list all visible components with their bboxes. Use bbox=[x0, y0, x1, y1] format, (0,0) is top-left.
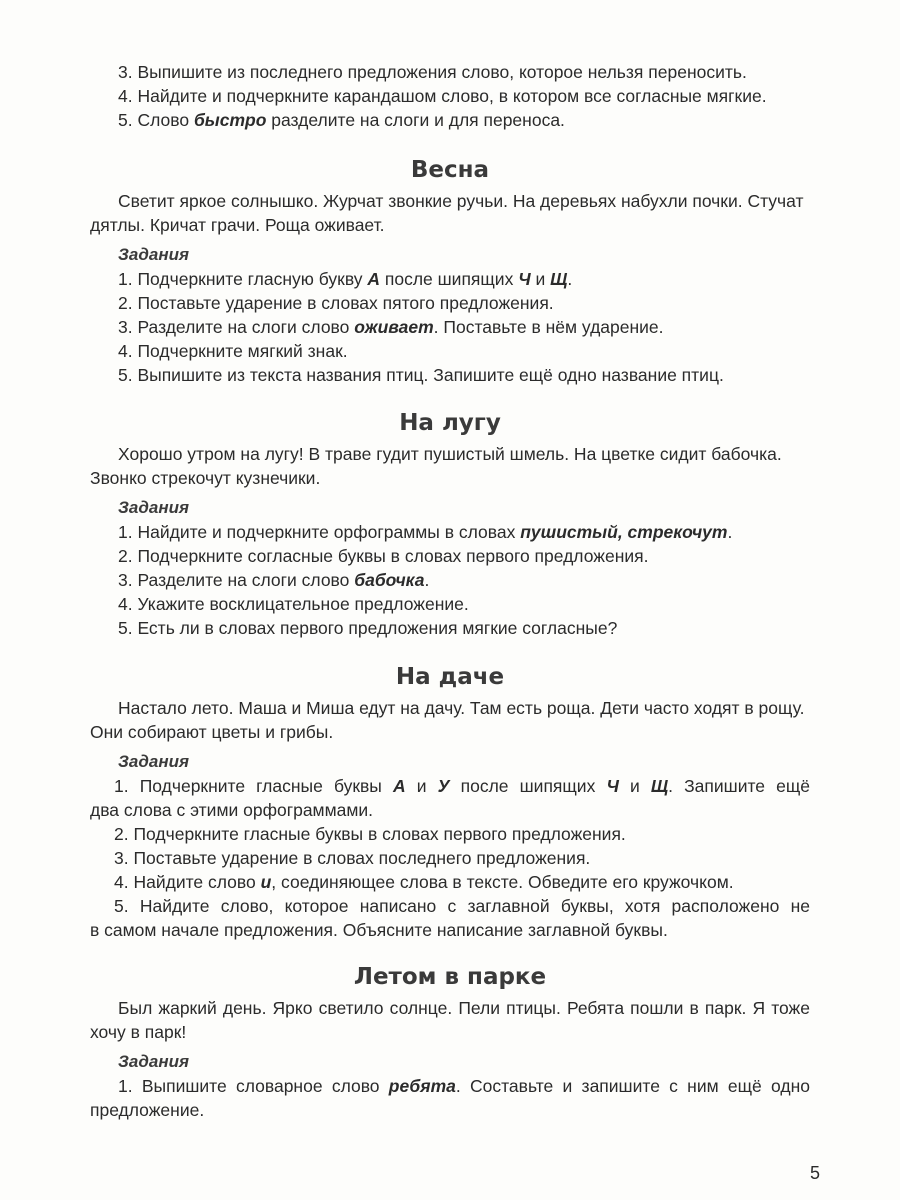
page-number: 5 bbox=[809, 1163, 820, 1183]
task-line bbox=[90, 315, 810, 339]
tasks-label: Задания bbox=[118, 498, 190, 517]
task-text: 3. Разделите на слоги слово bbox=[118, 317, 355, 337]
task-line: 2. Поставьте ударение в словах пятого предложения. bbox=[118, 293, 554, 313]
task-line bbox=[90, 267, 810, 291]
keyword: А bbox=[367, 269, 380, 289]
section-dacha bbox=[90, 662, 810, 942]
keyword: А bbox=[393, 776, 406, 796]
keyword: Ч bbox=[606, 776, 619, 796]
task-text: 1. Подчеркните гласную букву bbox=[118, 269, 368, 289]
task-text: . Запишите ещё bbox=[668, 776, 811, 796]
task-line: 2. Подчеркните согласные буквы в словах первого предложения. bbox=[118, 546, 649, 566]
section-park bbox=[90, 962, 810, 1122]
tasks-label: Задания bbox=[118, 1052, 190, 1071]
task-line: 3. Поставьте ударение в словах последнего предложения. bbox=[114, 848, 591, 868]
text-line: дятлы. Кричат грачи. Роща оживает. bbox=[90, 215, 385, 235]
keyword: и bbox=[260, 872, 272, 892]
task-text: 1. Подчеркните гласные буквы bbox=[114, 776, 393, 796]
keyword: Щ bbox=[650, 776, 669, 796]
task-text: . bbox=[567, 269, 573, 289]
text-line: Звонко стрекочут кузнечики. bbox=[90, 468, 321, 488]
task-text: 3. Разделите на слоги слово bbox=[118, 570, 355, 590]
task-line: два слова с этими орфограммами. bbox=[90, 800, 374, 820]
task-line: 5. Найдите слово, которое написано с заглавной буквы, хотя расположено не bbox=[114, 896, 810, 916]
task-line: 5. Есть ли в словах первого предложения мягкие согласные? bbox=[118, 618, 618, 638]
keyword: пушистый, стрекочут bbox=[520, 522, 728, 542]
task-text: . bbox=[424, 570, 430, 590]
keyword: оживает bbox=[354, 317, 434, 337]
task-line: в самом начале предложения. Объясните написание заглавной буквы. bbox=[90, 920, 668, 940]
task-text: 4. Найдите слово bbox=[114, 872, 261, 892]
section-title: На даче bbox=[395, 664, 505, 690]
task-line: 5. Выпишите из текста названия птиц. Запишите ещё одно название птиц. bbox=[118, 365, 724, 385]
keyword: бабочка bbox=[354, 570, 425, 590]
task-line: 4. Найдите и подчеркните карандашом слово, в котором все согласные мягкие. bbox=[118, 86, 767, 106]
task-text: . Составьте и запишите с ним ещё одно bbox=[455, 1076, 810, 1096]
section-vesna bbox=[90, 155, 810, 387]
section-title: Весна bbox=[410, 157, 490, 183]
text-line: Светит яркое солнышко. Журчат звонкие ручьи. На деревьях набухли почки. Стучат bbox=[118, 191, 804, 211]
keyword: У bbox=[437, 776, 450, 796]
text-line: Был жаркий день. Ярко светило солнце. Пели птицы. Ребята пошли в парк. Я тоже bbox=[118, 998, 810, 1018]
task-text: и bbox=[405, 776, 438, 796]
section-lug bbox=[90, 408, 810, 640]
task-text: и bbox=[530, 269, 551, 289]
task-text: после шипящих bbox=[449, 776, 607, 796]
task-text: . Поставьте в нём ударение. bbox=[433, 317, 664, 337]
tasks-label: Задания bbox=[118, 752, 190, 771]
task-text: . bbox=[727, 522, 733, 542]
text-line: Хорошо утром на лугу! В траве гудит пушистый шмель. На цветке сидит бабочка. bbox=[118, 444, 782, 464]
task-line bbox=[90, 520, 810, 544]
task-text: , соединяющее слова в тексте. Обведите его кружочком. bbox=[271, 872, 734, 892]
task-line bbox=[90, 568, 810, 592]
task-line bbox=[90, 108, 810, 132]
previous-tasks bbox=[90, 60, 810, 132]
task-line: 3. Выпишите из последнего предложения слово, которое нельзя переносить. bbox=[118, 62, 747, 82]
keyword: Ч bbox=[518, 269, 531, 289]
task-line: 4. Укажите восклицательное предложение. bbox=[118, 594, 469, 614]
task-text: 1. Выпишите словарное слово bbox=[118, 1076, 389, 1096]
section-title: Летом в парке bbox=[353, 964, 547, 990]
task-text: и bbox=[618, 776, 651, 796]
task-text: после шипящих bbox=[380, 269, 519, 289]
task-line: 4. Подчеркните мягкий знак. bbox=[118, 341, 348, 361]
text-line: хочу в парк! bbox=[90, 1022, 187, 1042]
task-text: 1. Найдите и подчеркните орфограммы в словах bbox=[118, 522, 521, 542]
task-line bbox=[90, 1074, 810, 1098]
task-line: 2. Подчеркните гласные буквы в словах первого предложения. bbox=[114, 824, 626, 844]
text-line: Они собирают цветы и грибы. bbox=[90, 722, 334, 742]
section-title: На лугу bbox=[399, 410, 501, 436]
text-line: Настало лето. Маша и Миша едут на дачу. Там есть роща. Дети часто ходят в рощу. bbox=[118, 698, 805, 718]
keyword: быстро bbox=[193, 110, 267, 130]
task-line bbox=[90, 870, 810, 894]
keyword: Щ bbox=[550, 269, 568, 289]
task-text: разделите на слоги и для переноса. bbox=[266, 110, 565, 130]
task-text: 5. Слово bbox=[118, 110, 194, 130]
task-line bbox=[90, 774, 810, 798]
task-line: предложение. bbox=[90, 1100, 205, 1120]
tasks-label: Задания bbox=[118, 245, 190, 264]
keyword: ребята bbox=[388, 1076, 456, 1096]
